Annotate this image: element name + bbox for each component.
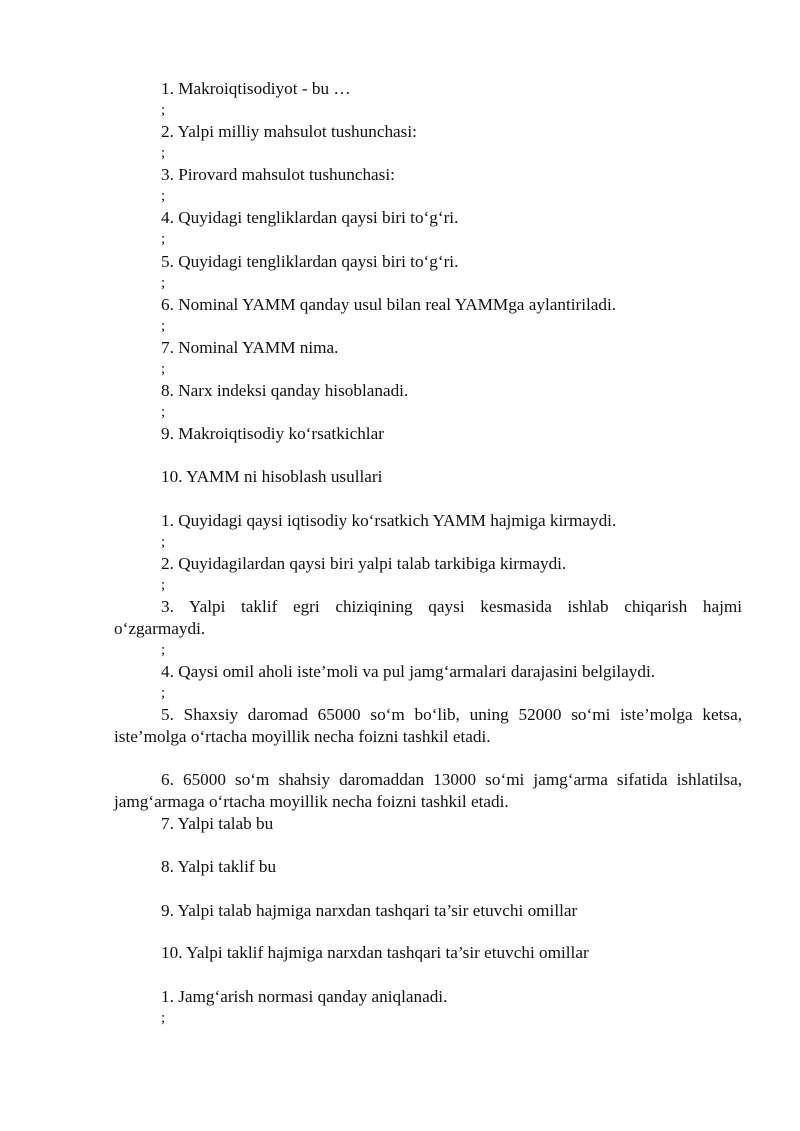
question-4b: 4. Qaysi omil aholi iste’moli va pul jamg‘armalari darajasini belgilaydi.	[161, 662, 656, 681]
separator: ;	[161, 318, 166, 334]
question-7b: 7. Yalpi talab bu	[161, 814, 274, 833]
question-6: 6. Nominal YAMM qanday usul bilan real YAMMga aylantiriladi.	[161, 295, 617, 314]
separator: ;	[161, 1010, 166, 1026]
separator: ;	[161, 534, 166, 550]
question-6b-line2: jamg‘armaga o‘rtacha moyillik necha foizni tashkil etadi.	[114, 792, 509, 811]
question-2b: 2. Quyidagilardan qaysi biri yalpi talab tarkibiga kirmaydi.	[161, 554, 567, 573]
separator: ;	[161, 188, 166, 204]
separator: ;	[161, 102, 166, 118]
question-5b-line1: 5. Shaxsiy daromad 65000 so‘m bo‘lib, uning 52000 so‘mi iste’molga ketsa,	[161, 705, 742, 724]
question-3: 3. Pirovard mahsulot tushunchasi:	[161, 165, 395, 184]
question-10b: 10. Yalpi taklif hajmiga narxdan tashqari ta’sir etuvchi omillar	[161, 943, 589, 962]
question-9: 9. Makroiqtisodiy ko‘rsatkichlar	[161, 424, 384, 443]
separator: ;	[161, 361, 166, 377]
question-4: 4. Quyidagi tengliklardan qaysi biri to‘g‘ri.	[161, 208, 459, 227]
question-5: 5. Quyidagi tengliklardan qaysi biri to‘g‘ri.	[161, 252, 459, 271]
question-1c: 1. Jamg‘arish normasi qanday aniqlanadi.	[161, 987, 448, 1006]
separator: ;	[161, 231, 166, 247]
separator: ;	[161, 404, 166, 420]
separator: ;	[161, 145, 166, 161]
separator: ;	[161, 275, 166, 291]
question-10: 10. YAMM ni hisoblash usullari	[161, 467, 383, 486]
question-1b: 1. Quyidagi qaysi iqtisodiy ko‘rsatkich YAMM hajmiga kirmaydi.	[161, 511, 617, 530]
separator: ;	[161, 642, 166, 658]
separator: ;	[161, 685, 166, 701]
question-8: 8. Narx indeksi qanday hisoblanadi.	[161, 381, 409, 400]
question-8b: 8. Yalpi taklif bu	[161, 857, 277, 876]
question-6b-line1: 6. 65000 so‘m shahsiy daromaddan 13000 so‘mi jamg‘arma sifatida ishlatilsa,	[161, 770, 742, 789]
question-9b: 9. Yalpi talab hajmiga narxdan tashqari ta’sir etuvchi omillar	[161, 901, 578, 920]
question-2: 2. Yalpi milliy mahsulot tushunchasi:	[161, 122, 417, 141]
question-7: 7. Nominal YAMM nima.	[161, 338, 339, 357]
question-5b-line2: iste’molga o‘rtacha moyillik necha foizni tashkil etadi.	[114, 727, 491, 746]
question-1: 1. Makroiqtisodiyot - bu …	[161, 79, 351, 98]
question-3b-line1: 3. Yalpi taklif egri chiziqining qaysi kesmasida ishlab chiqarish hajmi	[161, 597, 742, 616]
separator: ;	[161, 577, 166, 593]
question-3b-line2: o‘zgarmaydi.	[114, 619, 206, 638]
